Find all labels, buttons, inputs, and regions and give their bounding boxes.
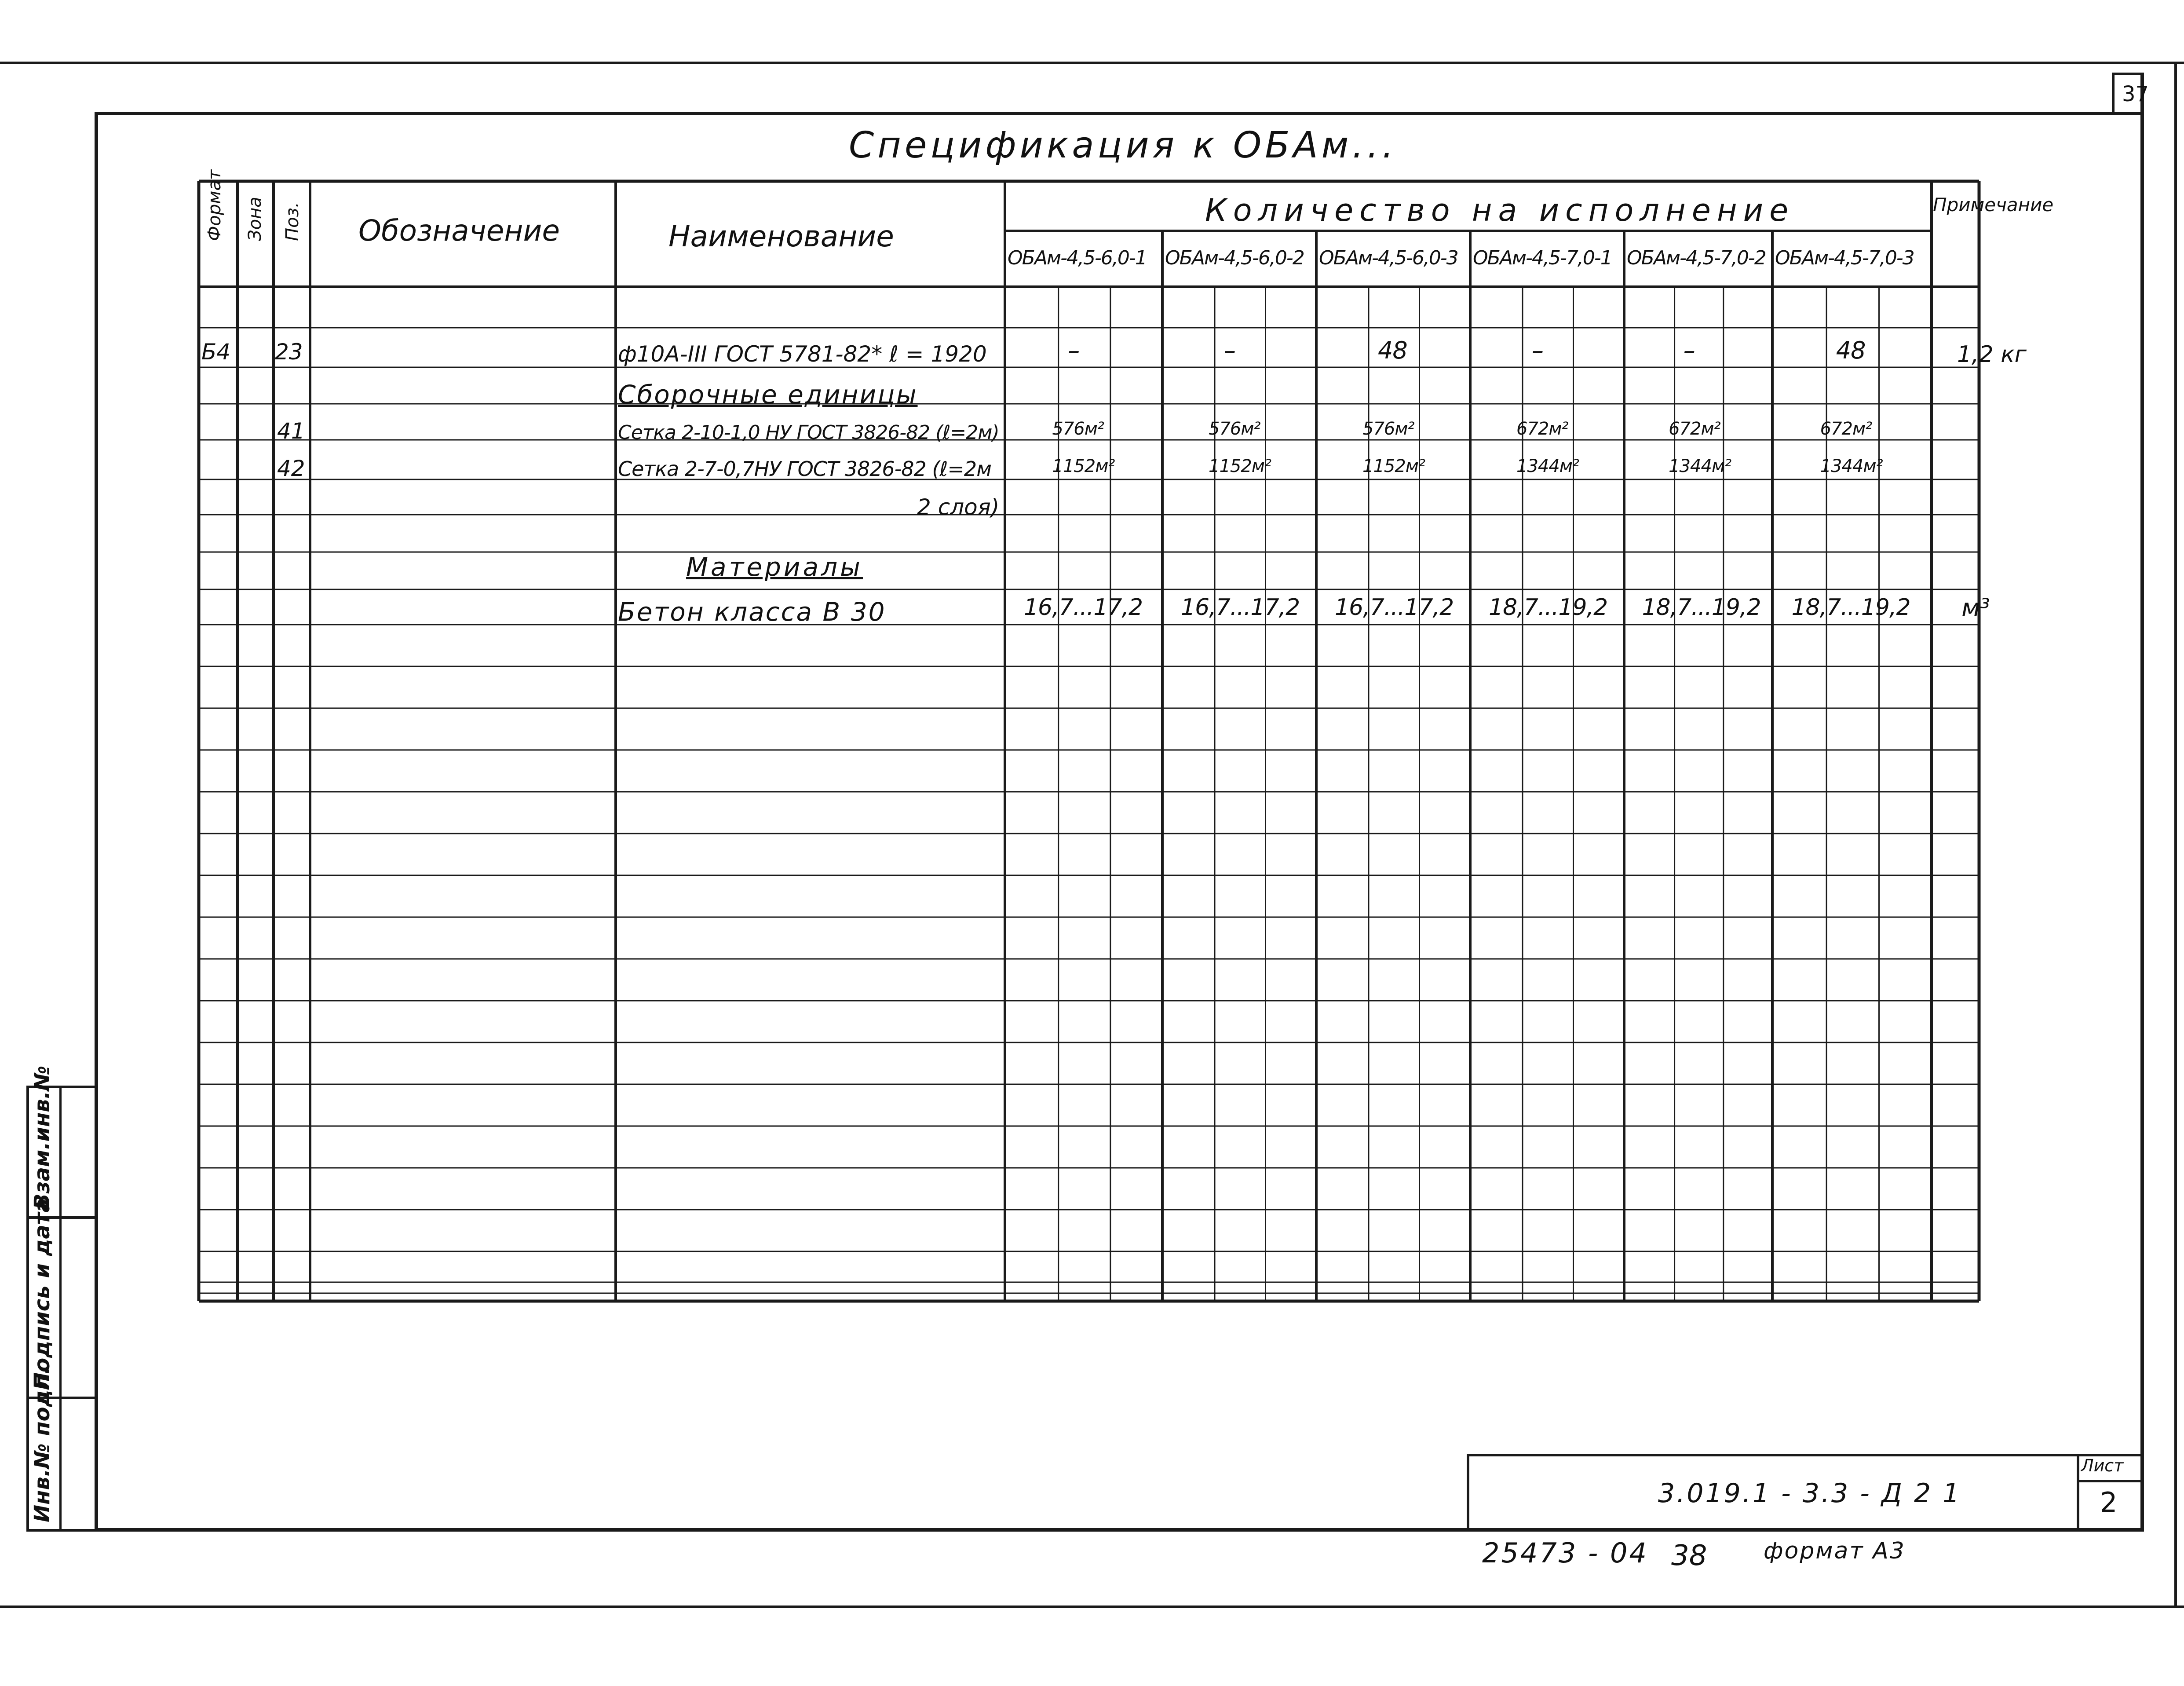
section-assemblies: Сборочные единицы — [618, 380, 918, 410]
paper-format: формат А3 — [1764, 1538, 1906, 1564]
sheet-value: 2 — [2100, 1486, 2118, 1518]
quantity-cell: 1344м² — [1820, 456, 1883, 476]
side-stamp-row-line — [26, 1529, 95, 1532]
header-quantity: Количество на исполнение — [1205, 192, 1795, 228]
variant-header: ОБАм-4,5-7,0-3 — [1775, 247, 1914, 269]
row-note: м³ — [1961, 594, 1990, 622]
quantity-cell: 18,7...19,2 — [1642, 594, 1761, 621]
quantity-cell: – — [1068, 336, 1080, 364]
quantity-cell: 48 — [1836, 336, 1866, 364]
quantity-cell: 16,7...17,2 — [1335, 594, 1454, 621]
row-pos: 41 — [277, 418, 305, 444]
doc-code: 3.019.1 - 3.3 - Д 2 1 — [1658, 1478, 1961, 1509]
quantity-cell: 16,7...17,2 — [1181, 594, 1300, 621]
quantity-cell: 672м² — [1669, 419, 1720, 439]
quantity-cell: 48 — [1378, 336, 1407, 364]
row-name: Бетон класса В 30 — [618, 597, 886, 627]
quantity-cell: 1152м² — [1209, 456, 1271, 476]
quantity-cell: 672м² — [1820, 419, 1872, 439]
copy-number: 38 — [1671, 1540, 1707, 1572]
row-name: Сетка 2-7-0,7НУ ГОСТ 3826-82 (ℓ=2м — [618, 457, 991, 481]
row-note: 1,2 кг — [1957, 341, 2027, 368]
variant-header: ОБАм-4,5-6,0-2 — [1165, 247, 1304, 269]
side-stamp-label: Инв.№ подл. — [30, 1366, 55, 1522]
quantity-cell: – — [1224, 336, 1235, 364]
quantity-cell: 18,7...19,2 — [1791, 594, 1910, 621]
quantity-cell: 576м² — [1052, 419, 1104, 439]
side-stamp-outer-line — [26, 1086, 29, 1532]
header-designation: Обозначение — [358, 214, 560, 248]
side-stamp-label: Подпись и дата — [30, 1198, 55, 1390]
variant-header: ОБАм-4,5-7,0-1 — [1473, 247, 1612, 269]
row-pos: 42 — [277, 456, 305, 481]
quantity-cell: 1152м² — [1362, 456, 1425, 476]
row-name-continuation: 2 слоя) — [917, 494, 1000, 520]
inventory-number: 25473 - 04 — [1482, 1537, 1648, 1569]
quantity-cell: 576м² — [1209, 419, 1260, 439]
side-stamp-inner-line — [59, 1086, 62, 1532]
header-pos: Поз. — [282, 202, 303, 241]
quantity-cell: 1152м² — [1052, 456, 1115, 476]
quantity-cell: 672м² — [1516, 419, 1568, 439]
variant-header: ОБАм-4,5-6,0-1 — [1008, 247, 1147, 269]
sheet-number: 37 — [2122, 82, 2149, 106]
header-zone: Зона — [245, 197, 265, 241]
quantity-cell: 16,7...17,2 — [1023, 594, 1143, 621]
row-format: Б4 — [201, 339, 231, 365]
header-format: Формат — [205, 169, 225, 241]
header-note: Примечание — [1933, 194, 2054, 216]
title-block-divider — [2077, 1454, 2079, 1532]
side-stamp-label: Взам.инв.№ — [30, 1065, 55, 1210]
quantity-cell: 1344м² — [1669, 456, 1731, 476]
title-block-sheet-divider — [2077, 1480, 2144, 1482]
variant-header: ОБАм-4,5-6,0-3 — [1319, 247, 1458, 269]
quantity-cell: 1344м² — [1516, 456, 1579, 476]
quantity-cell: 18,7...19,2 — [1489, 594, 1608, 621]
sheet-label: Лист — [2081, 1456, 2124, 1475]
row-name: Сетка 2-10-1,0 НУ ГОСТ 3826-82 (ℓ=2м) — [618, 421, 999, 444]
quantity-cell: – — [1683, 336, 1695, 364]
variant-header: ОБАм-4,5-7,0-2 — [1627, 247, 1766, 269]
row-pos: 23 — [275, 339, 303, 365]
quantity-cell: – — [1532, 336, 1543, 364]
quantity-cell: 576м² — [1362, 419, 1414, 439]
header-name: Наименование — [668, 219, 894, 253]
row-name: ф10А-III ГОСТ 5781-82* ℓ = 1920 — [618, 341, 987, 367]
section-materials: Материалы — [686, 552, 863, 582]
page-title: Спецификация к ОБАм... — [849, 124, 1397, 166]
